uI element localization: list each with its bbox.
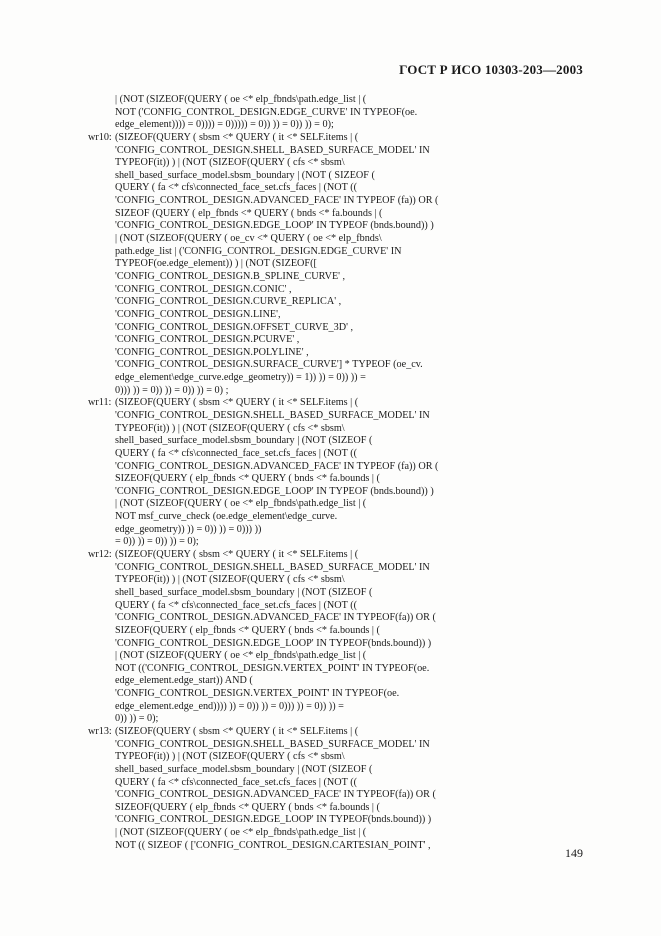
code-line xyxy=(0,461,661,474)
code-line xyxy=(0,107,661,120)
code-line xyxy=(0,372,661,385)
code-text: 'CONFIG_CONTROL_DESIGN.EDGE_LOOP' IN TYPEOF (bnds.bound)) ) xyxy=(115,220,434,232)
code-line xyxy=(0,157,661,170)
code-text: edge_element\edge_curve.edge_geometry)) = 1)) )) = 0)) )) = xyxy=(115,372,366,384)
code-line xyxy=(0,473,661,486)
code-text: (SIZEOF(QUERY ( sbsm <* QUERY ( it <* SELF.items | ( xyxy=(115,549,359,561)
code-line xyxy=(0,688,661,701)
code-line xyxy=(0,94,661,107)
code-text: NOT (('CONFIG_CONTROL_DESIGN.VERTEX_POINT' IN TYPEOF(oe. xyxy=(115,662,430,674)
code-text: 'CONFIG_CONTROL_DESIGN.ADVANCED_FACE' IN TYPEOF(fa)) OR ( xyxy=(115,789,436,801)
code-line xyxy=(0,182,661,195)
code-line xyxy=(0,612,661,625)
code-text: TYPEOF(it)) ) | (NOT (SIZEOF(QUERY ( cfs <* sbsm\ xyxy=(115,157,345,169)
code-line xyxy=(0,119,661,132)
rule-label: wr13: xyxy=(88,726,112,737)
code-line xyxy=(0,663,661,676)
code-line xyxy=(0,334,661,347)
code-line xyxy=(0,650,661,663)
code-line xyxy=(0,789,661,802)
code-line xyxy=(0,511,661,524)
code-text: TYPEOF(it)) ) | (NOT (SIZEOF(QUERY ( cfs <* sbsm\ xyxy=(115,422,345,434)
code-text: 0))) )) = 0)) )) = 0)) )) = 0) ; xyxy=(115,384,229,396)
code-text: edge_element.edge_end)))) )) = 0)) )) = 0))) )) = 0)) )) = xyxy=(115,700,344,712)
code-text: SIZEOF(QUERY ( elp_fbnds <* QUERY ( bnds <* fa.bounds | ( xyxy=(115,624,380,636)
code-line xyxy=(0,448,661,461)
code-line xyxy=(0,246,661,259)
code-text: (SIZEOF(QUERY ( sbsm <* QUERY ( it <* SELF.items | ( xyxy=(115,726,359,737)
code-line xyxy=(0,309,661,322)
code-text: NOT (( SIZEOF ( ['CONFIG_CONTROL_DESIGN.CARTESIAN_POINT' , xyxy=(115,839,431,851)
code-line xyxy=(0,410,661,423)
code-text: NOT msf_curve_check (oe.edge_element\edge_curve. xyxy=(115,511,338,523)
code-text: 'CONFIG_CONTROL_DESIGN.PCURVE' , xyxy=(115,334,300,346)
code-line xyxy=(0,536,661,549)
code-line xyxy=(0,397,661,410)
code-text: 'CONFIG_CONTROL_DESIGN.ADVANCED_FACE' IN TYPEOF (fa)) OR ( xyxy=(115,195,439,207)
code-text: 'CONFIG_CONTROL_DESIGN.EDGE_LOOP' IN TYPEOF(bnds.bound)) ) xyxy=(115,637,432,649)
code-text: = 0)) )) = 0)) )) = 0); xyxy=(115,536,199,548)
code-text: (SIZEOF(QUERY ( sbsm <* QUERY ( it <* SELF.items | ( xyxy=(115,397,359,409)
rule-label: wr11: xyxy=(88,397,112,409)
code-text: shell_based_surface_model.sbsm_boundary | (NOT (SIZEOF ( xyxy=(115,763,373,775)
code-text: TYPEOF(it)) ) | (NOT (SIZEOF(QUERY ( cfs <* sbsm\ xyxy=(115,751,345,763)
code-text: 'CONFIG_CONTROL_DESIGN.EDGE_LOOP' IN TYPEOF(bnds.bound)) ) xyxy=(115,814,432,826)
code-text: 'CONFIG_CONTROL_DESIGN.CONIC' , xyxy=(115,283,292,295)
code-line xyxy=(0,638,661,651)
code-line xyxy=(0,739,661,752)
code-text: 'CONFIG_CONTROL_DESIGN.B_SPLINE_CURVE' , xyxy=(115,270,346,282)
code-text: (SIZEOF(QUERY ( sbsm <* QUERY ( it <* SELF.items | ( xyxy=(115,131,359,143)
code-line xyxy=(0,726,661,739)
code-text: 'CONFIG_CONTROL_DESIGN.SHELL_BASED_SURFACE_MODEL' IN xyxy=(115,144,430,156)
code-line xyxy=(0,764,661,777)
code-line xyxy=(0,435,661,448)
code-line xyxy=(0,840,661,853)
code-line xyxy=(0,296,661,309)
code-text: QUERY ( fa <* cfs\connected_face_set.cfs_faces | (NOT (( xyxy=(115,599,357,611)
code-line xyxy=(0,600,661,613)
code-text: shell_based_surface_model.sbsm_boundary | (NOT (SIZEOF ( xyxy=(115,435,373,447)
document-header: ГОСТ Р ИСО 10303-203—2003 xyxy=(399,62,583,77)
code-line xyxy=(0,195,661,208)
code-line xyxy=(0,587,661,600)
code-line xyxy=(0,562,661,575)
code-text: 'CONFIG_CONTROL_DESIGN.SHELL_BASED_SURFACE_MODEL' IN xyxy=(115,561,430,573)
code-text: NOT ('CONFIG_CONTROL_DESIGN.EDGE_CURVE' IN TYPEOF(oe. xyxy=(115,106,418,118)
code-line xyxy=(0,675,661,688)
code-text: QUERY ( fa <* cfs\connected_face_set.cfs_faces | (NOT (( xyxy=(115,182,357,194)
code-text: 'CONFIG_CONTROL_DESIGN.ADVANCED_FACE' IN TYPEOF (fa)) OR ( xyxy=(115,460,439,472)
code-text: | (NOT (SIZEOF(QUERY ( oe <* elp_fbnds\path.edge_list | ( xyxy=(115,650,367,662)
code-text: | (NOT (SIZEOF(QUERY ( oe <* elp_fbnds\path.edge_list | ( xyxy=(115,94,367,105)
code-text: SIZEOF(QUERY ( elp_fbnds <* QUERY ( bnds <* fa.bounds | ( xyxy=(115,801,380,813)
code-line xyxy=(0,322,661,335)
code-line xyxy=(0,777,661,790)
rule-label: wr12: xyxy=(88,549,112,561)
code-line xyxy=(0,751,661,764)
code-line xyxy=(0,549,661,562)
code-text: 'CONFIG_CONTROL_DESIGN.LINE', xyxy=(115,308,281,320)
code-line xyxy=(0,220,661,233)
code-text: shell_based_surface_model.sbsm_boundary | (NOT ( SIZEOF ( xyxy=(115,169,375,181)
code-text: 'CONFIG_CONTROL_DESIGN.CURVE_REPLICA' , xyxy=(115,296,342,308)
code-line xyxy=(0,233,661,246)
code-line xyxy=(0,170,661,183)
code-text: shell_based_surface_model.sbsm_boundary | (NOT (SIZEOF ( xyxy=(115,586,373,598)
code-line xyxy=(0,625,661,638)
code-line xyxy=(0,258,661,271)
code-text: 'CONFIG_CONTROL_DESIGN.EDGE_LOOP' IN TYPEOF (bnds.bound)) ) xyxy=(115,485,434,497)
code-text: TYPEOF(oe.edge_element)) ) | (NOT (SIZEOF([ xyxy=(115,258,317,270)
code-text: 'CONFIG_CONTROL_DESIGN.SHELL_BASED_SURFACE_MODEL' IN xyxy=(115,738,430,750)
code-text: SIZEOF(QUERY ( elp_fbnds <* QUERY ( bnds <* fa.bounds | ( xyxy=(115,473,380,485)
code-line xyxy=(0,132,661,145)
code-line xyxy=(0,574,661,587)
code-text: TYPEOF(it)) ) | (NOT (SIZEOF(QUERY ( cfs <* sbsm\ xyxy=(115,574,345,586)
code-text: SIZEOF (QUERY ( elp_fbnds <* QUERY ( bnds <* fa.bounds | ( xyxy=(115,207,383,219)
code-text: path.edge_list | ('CONFIG_CONTROL_DESIGN.EDGE_CURVE' IN xyxy=(115,245,402,257)
code-text: 0)) )) = 0); xyxy=(115,713,159,725)
code-text: 'CONFIG_CONTROL_DESIGN.ADVANCED_FACE' IN TYPEOF(fa)) OR ( xyxy=(115,612,436,624)
code-text: 'CONFIG_CONTROL_DESIGN.VERTEX_POINT' IN TYPEOF(oe. xyxy=(115,688,400,700)
code-text: QUERY ( fa <* cfs\connected_face_set.cfs_faces | (NOT (( xyxy=(115,447,357,459)
code-line xyxy=(0,701,661,714)
code-line xyxy=(0,814,661,827)
code-line xyxy=(0,385,661,398)
code-text: 'CONFIG_CONTROL_DESIGN.SURFACE_CURVE'] * TYPEOF (oe_cv. xyxy=(115,359,423,371)
code-line xyxy=(0,284,661,297)
code-line xyxy=(0,347,661,360)
code-text: | (NOT (SIZEOF(QUERY ( oe <* elp_fbnds\path.edge_list | ( xyxy=(115,827,367,839)
code-line xyxy=(0,423,661,436)
code-text: edge_geometry)) )) = 0)) )) = 0))) )) xyxy=(115,523,262,535)
page-number: 149 xyxy=(565,846,583,860)
code-line xyxy=(0,827,661,840)
code-text: 'CONFIG_CONTROL_DESIGN.OFFSET_CURVE_3D' , xyxy=(115,321,354,333)
code-text: | (NOT (SIZEOF(QUERY ( oe_cv <* QUERY ( oe <* elp_fbnds\ xyxy=(115,233,382,245)
code-line xyxy=(0,359,661,372)
code-text: edge_element)))) = 0)))) = 0))))) = 0)) )) = 0)) )) = 0); xyxy=(115,119,334,131)
code-line xyxy=(0,271,661,284)
code-line xyxy=(0,802,661,815)
code-text: | (NOT (SIZEOF(QUERY ( oe <* elp_fbnds\path.edge_list | ( xyxy=(115,498,367,510)
code-line xyxy=(0,524,661,537)
code-line xyxy=(0,486,661,499)
code-line xyxy=(0,145,661,158)
code-line xyxy=(0,498,661,511)
rule-label: wr10: xyxy=(88,131,112,143)
code-text: edge_element.edge_start)) AND ( xyxy=(115,675,253,687)
code-line xyxy=(0,713,661,726)
code-text: QUERY ( fa <* cfs\connected_face_set.cfs_faces | (NOT (( xyxy=(115,776,357,788)
code-text: 'CONFIG_CONTROL_DESIGN.POLYLINE' , xyxy=(115,346,309,358)
code-line xyxy=(0,208,661,221)
code-text: 'CONFIG_CONTROL_DESIGN.SHELL_BASED_SURFACE_MODEL' IN xyxy=(115,410,430,421)
